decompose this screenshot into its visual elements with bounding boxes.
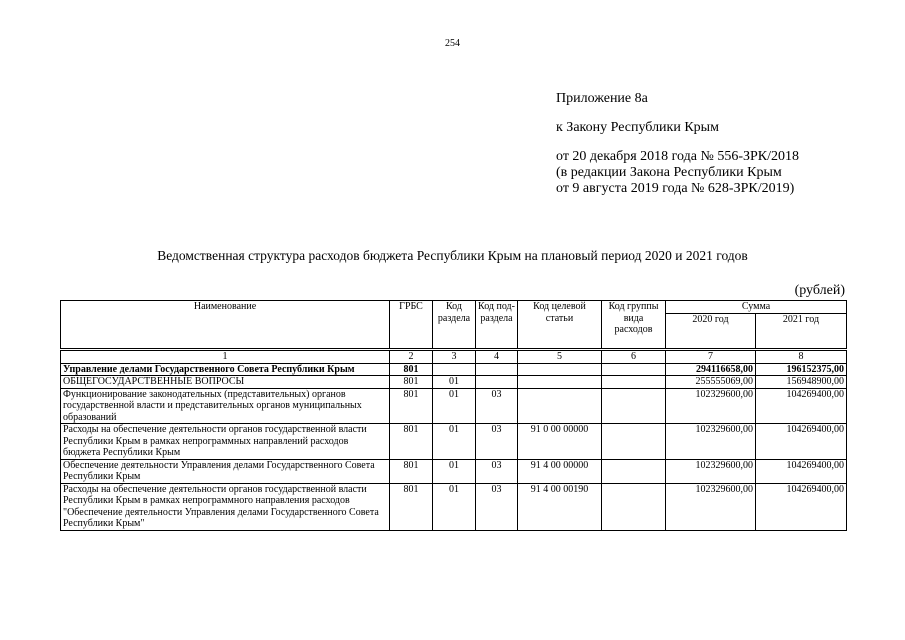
row-section: 01 xyxy=(433,376,476,389)
document-title: Ведомственная структура расходов бюджета Республики Крым на плановый период 2020 и 2021 годов xyxy=(157,248,748,263)
row-target: 91 0 00 00000 xyxy=(518,424,602,460)
row-grbs: 801 xyxy=(390,376,433,389)
row-target xyxy=(518,376,602,389)
row-group xyxy=(602,459,666,483)
row-amount-2020: 102329600,00 xyxy=(666,459,756,483)
row-amount-2020: 255555069,00 xyxy=(666,376,756,389)
header-name: Наименование xyxy=(61,301,390,350)
column-number: 5 xyxy=(518,349,602,363)
header-section: Код раздела xyxy=(433,301,476,350)
row-section: 01 xyxy=(433,483,476,530)
row-name: Расходы на обеспечение деятельности органов государственной власти Республики Крым в рамках непрограммного направления расходов "Обеспечение деятельности Управления делами Государственного Совета Республики Крым" xyxy=(61,483,390,530)
column-number: 1 xyxy=(61,349,390,363)
row-group xyxy=(602,388,666,424)
column-number: 4 xyxy=(476,349,518,363)
appendix-amendment-line: (в редакции Закона Республики Крым xyxy=(556,165,782,180)
header-subsection: Код под-раздела xyxy=(476,301,518,350)
header-group: Код группы вида расходов xyxy=(602,301,666,350)
row-subsection xyxy=(476,363,518,376)
column-number: 6 xyxy=(602,349,666,363)
row-section: 01 xyxy=(433,459,476,483)
row-name: Функционирование законодательных (представительных) органов государственной власти и представительных органов муниципальных образований xyxy=(61,388,390,424)
column-number: 8 xyxy=(756,349,847,363)
row-name: Расходы на обеспечение деятельности органов государственной власти Республики Крым в рамках непрограммных направлений расходов бюджета Республики Крым xyxy=(61,424,390,460)
row-group xyxy=(602,424,666,460)
unit-label: (рублей) xyxy=(794,283,845,298)
table-row xyxy=(61,459,847,483)
row-amount-2020: 102329600,00 xyxy=(666,483,756,530)
row-amount-2021: 104269400,00 xyxy=(756,483,847,530)
row-subsection: 03 xyxy=(476,459,518,483)
row-amount-2021: 196152375,00 xyxy=(756,363,847,376)
header-target: Код целевой статьи xyxy=(518,301,602,350)
row-subsection xyxy=(476,376,518,389)
appendix-amendment-date: от 9 августа 2019 года № 628-ЗРК/2019) xyxy=(556,181,795,196)
table-row xyxy=(61,483,847,530)
row-section: 01 xyxy=(433,388,476,424)
row-amount-2020: 102329600,00 xyxy=(666,424,756,460)
table-row xyxy=(61,363,847,376)
row-amount-2020: 102329600,00 xyxy=(666,388,756,424)
row-grbs: 801 xyxy=(390,424,433,460)
row-amount-2020: 294116658,00 xyxy=(666,363,756,376)
row-grbs: 801 xyxy=(390,363,433,376)
row-amount-2021: 104269400,00 xyxy=(756,459,847,483)
header-2020: 2020 год xyxy=(666,313,756,349)
header-sum: Сумма xyxy=(666,301,847,314)
header-2021: 2021 год xyxy=(756,313,847,349)
row-group xyxy=(602,363,666,376)
column-number: 3 xyxy=(433,349,476,363)
row-grbs: 801 xyxy=(390,388,433,424)
appendix-law-reference: к Закону Республики Крым xyxy=(556,120,719,135)
row-amount-2021: 104269400,00 xyxy=(756,424,847,460)
row-target xyxy=(518,388,602,424)
row-group xyxy=(602,376,666,389)
budget-table xyxy=(60,300,847,531)
appendix-label: Приложение 8а xyxy=(556,91,648,106)
row-section xyxy=(433,363,476,376)
row-name: ОБЩЕГОСУДАРСТВЕННЫЕ ВОПРОСЫ xyxy=(61,376,390,389)
row-target xyxy=(518,363,602,376)
row-grbs: 801 xyxy=(390,459,433,483)
row-amount-2021: 104269400,00 xyxy=(756,388,847,424)
table-row xyxy=(61,424,847,460)
column-number: 7 xyxy=(666,349,756,363)
row-group xyxy=(602,483,666,530)
header-grbs: ГРБС xyxy=(390,301,433,350)
row-name: Управление делами Государственного Совета Республики Крым xyxy=(61,363,390,376)
row-grbs: 801 xyxy=(390,483,433,530)
appendix-law-date: от 20 декабря 2018 года № 556-ЗРК/2018 xyxy=(556,149,800,164)
row-subsection: 03 xyxy=(476,483,518,530)
page-number: 254 xyxy=(445,38,460,49)
row-subsection: 03 xyxy=(476,424,518,460)
column-number: 2 xyxy=(390,349,433,363)
row-target: 91 4 00 00190 xyxy=(518,483,602,530)
row-target: 91 4 00 00000 xyxy=(518,459,602,483)
row-section: 01 xyxy=(433,424,476,460)
column-number-row xyxy=(61,349,847,363)
row-name: Обеспечение деятельности Управления делами Государственного Совета Республики Крым xyxy=(61,459,390,483)
table-row xyxy=(61,376,847,389)
row-amount-2021: 156948900,00 xyxy=(756,376,847,389)
row-subsection: 03 xyxy=(476,388,518,424)
table-row xyxy=(61,388,847,424)
